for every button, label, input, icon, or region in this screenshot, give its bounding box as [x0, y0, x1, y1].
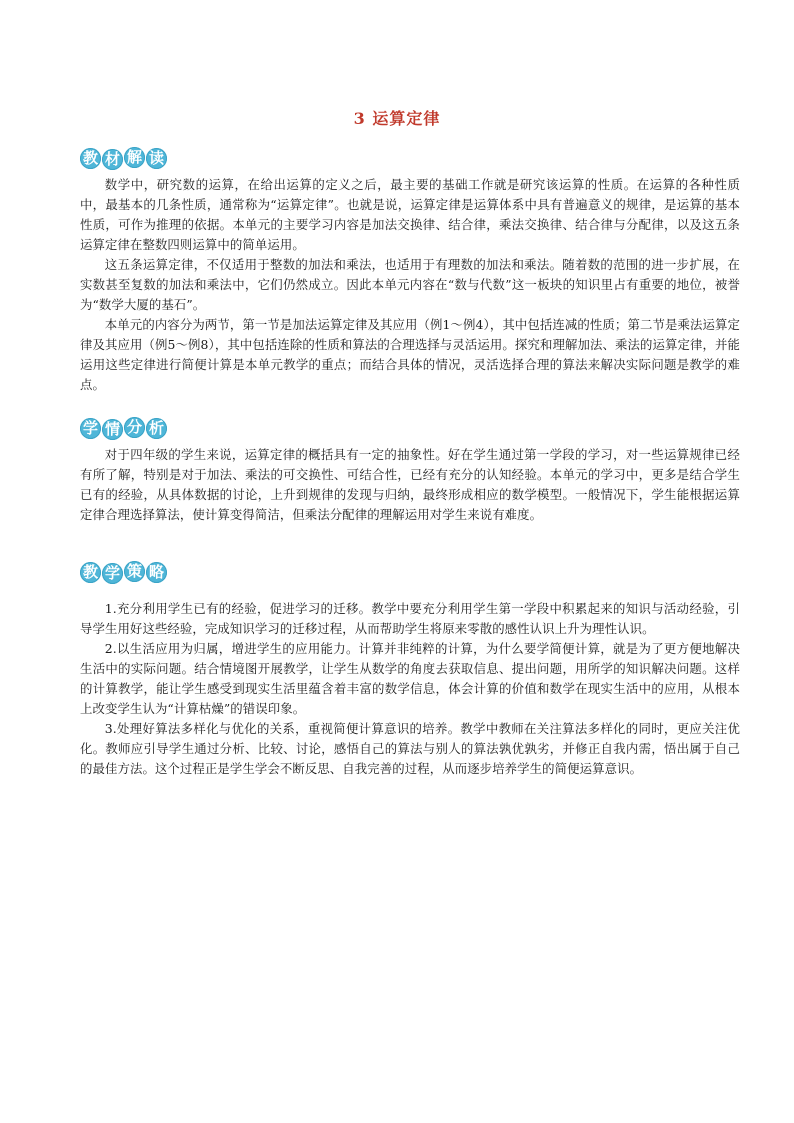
paragraph: 数学中，研究数的运算，在给出运算的定义之后，最主要的基础工作就是研究该运算的性质。在运算的各种性质中，最基本的几条性质，通常称为“运算定律”。也就是说，运算定律是运算体系中具有普遍意义的规律，是运算的基本性质，可作为推理的依据。本单元的主要学习内容是加法交换律、结合律，乘法交换律、结合律与分配律，以及这五条运算定律在整数四则运算中的简单运用。 — [80, 177, 740, 252]
section-student-analysis — [80, 418, 740, 525]
paragraph: 对于四年级的学生来说，运算定律的概括具有一定的抽象性。好在学生通过第一学段的学习，对一些运算规律已经有所了解，特别是对于加法、乘法的可交换性、可结合性，已经有充分的认知经验。本单元的学习中，更多是结合学生已有的经验，从具体数据的讨论，上升到规律的发现与归纳，最终形成相应的数学模型。一般情况下，学生能根据运算定律合理选择算法，使计算变得简洁，但乘法分配律的理解运用对学生来说有难度。 — [80, 447, 740, 522]
heading-char: 学 — [80, 418, 101, 439]
heading-char: 略 — [146, 562, 167, 583]
heading-char: 学 — [102, 563, 123, 584]
paragraph: 这五条运算定律，不仅适用于整数的加法和乘法，也适用于有理数的加法和乘法。随着数的范围的进一步扩展，在实数甚至复数的加法和乘法中，它们仍然成立。因此本单元内容在“数与代数”这一板块的知识里占有重要的地位，被誉为“数学大厦的基石”。 — [80, 257, 740, 312]
heading-char: 析 — [146, 418, 167, 439]
heading-char: 分 — [124, 417, 145, 438]
section-heading-badge — [80, 148, 167, 169]
heading-char: 教 — [80, 148, 101, 169]
paragraph: 3.处理好算法多样化与优化的关系，重视简便计算意识的培养。教学中教师在关注算法多样化的同时，更应关注优化。教师应引导学生通过分析、比较、讨论，感悟自己的算法与别人的算法孰优孰劣，并修正自我内需，悟出属于自己的最佳方法。这个过程正是学生学会不断反思、自我完善的过程，从而逐步培养学生的简便运算意识。 — [80, 721, 740, 776]
paragraph: 本单元的内容分为两节，第一节是加法运算定律及其应用（例1～例4），其中包括连减的性质；第二节是乘法运算定律及其应用（例5～例8），其中包括连除的性质和算法的合理选择与灵活运用。探究和理解加法、乘法的运算定律，并能运用这些定律进行简便计算是本单元教学的重点；而结合具体的情况，灵活选择合理的算法来解决实际问题是教学的难点。 — [80, 317, 740, 392]
page-title: 3 运算定律 — [353, 109, 441, 128]
section-heading-badge — [80, 562, 167, 583]
heading-char: 情 — [102, 419, 123, 440]
heading-char: 解 — [124, 147, 145, 168]
section-teaching-strategy — [80, 562, 740, 779]
heading-char: 材 — [102, 149, 123, 170]
heading-char: 教 — [80, 562, 101, 583]
paragraph: 1.充分利用学生已有的经验，促进学习的迁移。教学中要充分利用学生第一学段中积累起来的知识与活动经验，引导学生用好这些经验，完成知识学习的迁移过程，从而帮助学生将原来零散的感性认识上升为理性认识。 — [80, 601, 740, 636]
section-heading-badge — [80, 418, 167, 439]
heading-char: 策 — [124, 561, 145, 582]
paragraph: 2.以生活应用为归属，增进学生的应用能力。计算并非纯粹的计算，为什么要学简便计算，就是为了更方便地解决生活中的实际问题。结合情境图开展教学，让学生从数学的角度去获取信息、提出问题，用所学的知识解决问题。这样的计算教学，能让学生感受到现实生活里蕴含着丰富的数学信息，体会计算的价值和数学在现实生活中的应用，从根本上改变学生认为“计算枯燥”的错误印象。 — [80, 641, 740, 716]
section-textbook-interpretation — [80, 148, 740, 395]
heading-char: 读 — [146, 148, 167, 169]
